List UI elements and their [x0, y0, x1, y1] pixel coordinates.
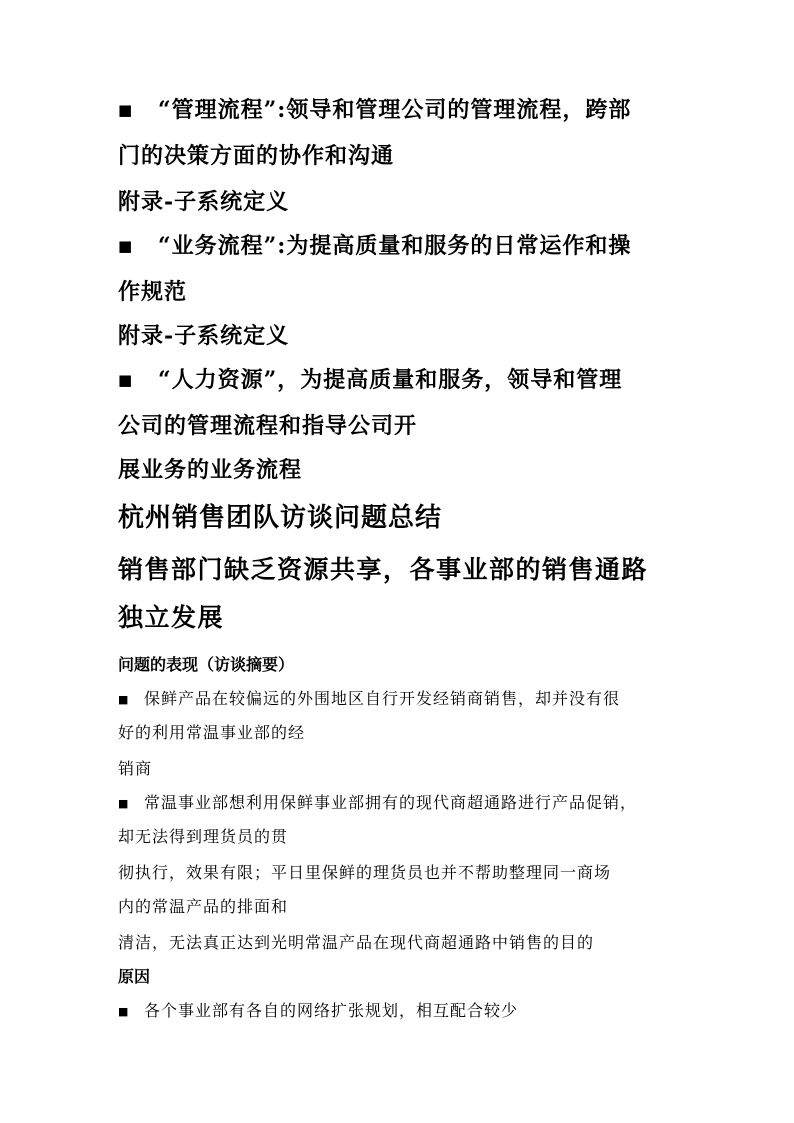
appendix-subsystem-definition-2: 附录-子系统定义: [118, 323, 290, 349]
appendix-subsystem-definition-1: 附录-子系统定义: [118, 189, 290, 215]
body-bullet-fresh-products: ■ 保鲜产品在较偏远的外围地区自行开发经销商销售，却并没有很: [118, 688, 688, 711]
human-resources-continued: 公司的管理流程和指导公司开: [118, 413, 418, 439]
section-heading-hangzhou-sales-team: 杭州销售团队访谈问题总结: [118, 503, 443, 533]
bullet-business-process: ■ “业务流程”:为提高质量和服务的日常运作和操: [118, 232, 688, 260]
body-line-7: 内的常温产品的排面和: [118, 897, 289, 916]
subheading-resource-sharing-line2: 独立发展: [118, 603, 225, 632]
bullet-management-process: ■ “管理流程”:领导和管理公司的管理流程，跨部: [118, 96, 688, 124]
reason-label: 原因: [118, 967, 151, 986]
business-process-continued: 作规范: [118, 279, 188, 305]
subheading-resource-sharing-line1: 销售部门缺乏资源共享，各事业部的销售通路: [118, 555, 649, 584]
human-resources-continued-2: 展业务的业务流程: [118, 457, 303, 483]
problem-manifestation-label: 问题的表现（访谈摘要）: [118, 655, 295, 674]
body-line-6: 彻执行，效果有限；平日里保鲜的理货员也并不帮助整理同一商场: [118, 863, 612, 882]
reason-bullet-network-expansion: ■ 各个事业部有各自的网络扩张规划，相互配合较少: [118, 1000, 688, 1023]
body-line-2: 好的利用常温事业部的经: [118, 723, 306, 742]
management-process-continued: 门的决策方面的协作和沟通: [118, 143, 395, 169]
body-line-5: 却无法得到理货员的贯: [118, 827, 289, 846]
bullet-human-resources: ■ “人力资源”，为提高质量和服务，领导和管理: [118, 366, 688, 394]
body-line-8: 清洁，无法真正达到光明常温产品在现代商超通路中销售的目的: [118, 933, 595, 952]
body-bullet-ambient-products: ■ 常温事业部想利用保鲜事业部拥有的现代商超通路进行产品促销，: [118, 792, 688, 815]
body-line-3: 销商: [118, 759, 153, 778]
